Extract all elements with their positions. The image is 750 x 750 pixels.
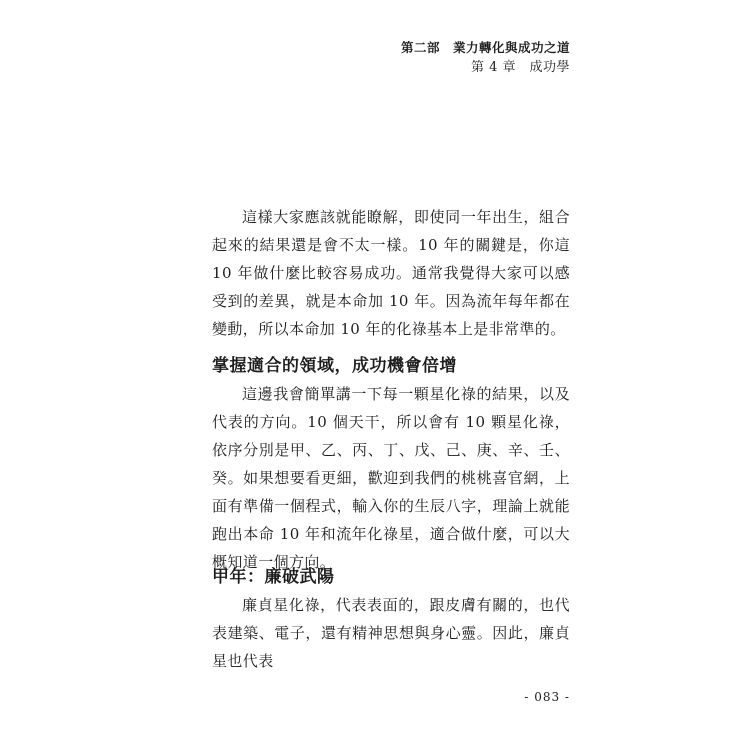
page-number: - 083 -: [524, 690, 570, 704]
body-paragraph-3-block: [212, 591, 570, 675]
part-title: 第二部 業力轉化與成功之道: [400, 40, 570, 55]
body-paragraph: 這邊我會簡單講一下每一顆星化祿的結果，以及代表的方向。10 個天干，所以會有 10 顆星化祿，依序分別是甲、乙、丙、丁、戊、己、庚、辛、壬、癸。如果想要看更細，歡迎到我們的桃桃喜官網，上面有準備一個程式，輸入你的生辰八字，理論上就能跑出本命 10 年和流年化祿星，適合做什麼，可以大概知道一個方向。: [212, 385, 570, 571]
subsection-heading: 甲年：廉破武陽: [212, 567, 335, 587]
body-paragraph-1-block: [212, 203, 570, 343]
body-paragraph: 這樣大家應該就能瞭解，即使同一年出生，組合起來的結果還是會不太一樣。10 年的關鍵是，你這 10 年做什麼比較容易成功。通常我覺得大家可以感受到的差異，就是本命加 10 年。因為流年每年都在變動，所以本命加 10 年的化祿基本上是非常準的。: [212, 208, 570, 338]
body-paragraph-2-block: [212, 380, 570, 576]
chapter-title: 第 4 章 成功學: [470, 60, 570, 75]
body-paragraph: 廉貞星化祿，代表表面的，跟皮膚有關的，也代表建築、電子，還有精神思想與身心靈。因此，廉貞星也代表: [212, 596, 570, 670]
section-heading: 掌握適合的領域，成功機會倍增: [212, 356, 457, 376]
running-head: [401, 38, 570, 78]
